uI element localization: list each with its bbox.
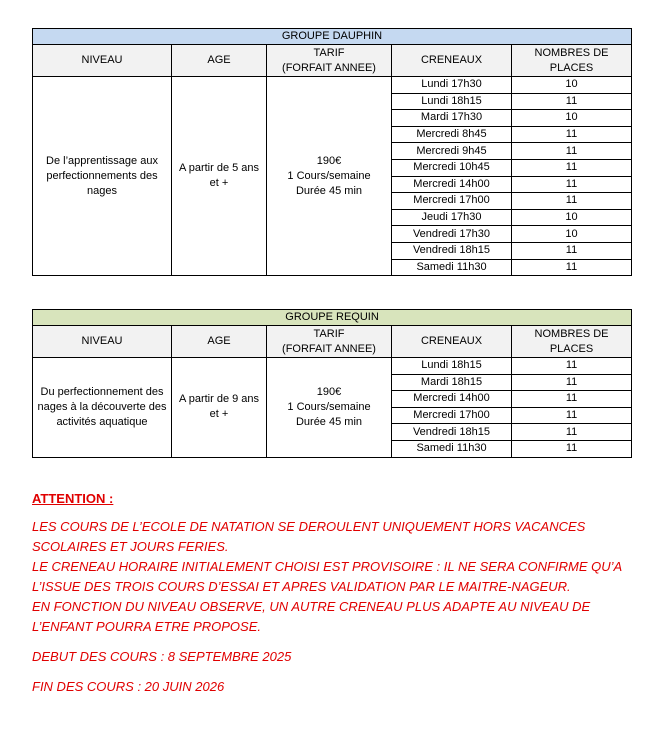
note-level-change: EN FONCTION DU NIVEAU OBSERVE, UN AUTRE CRENEAU PLUS ADAPTE AU NIVEAU DE L’ENFANT POURRA ETRE PROPOSE. (32, 599, 591, 634)
age-cell: A partir de 9 ans et + (172, 358, 267, 458)
creneau-cell: Vendredi 18h15 (392, 242, 512, 259)
creneau-cell: Mardi 17h30 (392, 110, 512, 127)
creneau-cell: Mercredi 8h45 (392, 126, 512, 143)
header-places: NOMBRES DE PLACES (512, 326, 632, 358)
creneau-cell: Vendredi 18h15 (392, 424, 512, 441)
group-table-dauphin (32, 28, 632, 276)
column-header-row (33, 45, 632, 77)
places-cell: 10 (512, 110, 632, 127)
header-age: AGE (172, 45, 267, 77)
places-cell: 11 (512, 93, 632, 110)
column-header-row (33, 326, 632, 358)
creneau-cell: Lundi 18h15 (392, 358, 512, 375)
creneau-cell: Mercredi 17h00 (392, 407, 512, 424)
creneau-cell: Mercredi 9h45 (392, 143, 512, 160)
creneau-cell: Lundi 17h30 (392, 77, 512, 94)
header-niveau: NIVEAU (33, 45, 172, 77)
header-age: AGE (172, 326, 267, 358)
places-cell: 10 (512, 77, 632, 94)
places-cell: 11 (512, 407, 632, 424)
slot-row (33, 77, 632, 94)
group-table-requin (32, 309, 632, 458)
group-name: GROUPE REQUIN (33, 310, 632, 326)
slot-row (33, 358, 632, 375)
tarif-cell: 190€ 1 Cours/semaine Durée 45 min (267, 358, 392, 458)
places-cell: 11 (512, 126, 632, 143)
places-cell: 11 (512, 424, 632, 441)
places-cell: 11 (512, 176, 632, 193)
age-cell: A partir de 5 ans et + (172, 77, 267, 276)
places-cell: 11 (512, 259, 632, 276)
places-cell: 11 (512, 374, 632, 391)
places-cell: 11 (512, 391, 632, 408)
places-cell: 11 (512, 242, 632, 259)
attention-heading: ATTENTION : (32, 491, 114, 506)
group-table-body (33, 310, 632, 458)
note-provisional-slot: LE CRENEAU HORAIRE INITIALEMENT CHOISI EST PROVISOIRE : IL NE SERA CONFIRME QU’A L’ISSUE DES TROIS COURS D’ESSAI ET APRES VALIDATION PAR LE MAITRE-NAGEUR. (32, 559, 622, 594)
niveau-cell: Du perfectionnement des nages à la découverte des activités aquatique (33, 358, 172, 458)
header-tarif: TARIF (FORFAIT ANNEE) (267, 45, 392, 77)
note-holidays: LES COURS DE L’ECOLE DE NATATION SE DEROULENT UNIQUEMENT HORS VACANCES SCOLAIRES ET JOURS FERIES. (32, 519, 586, 554)
course-end-date: FIN DES COURS : 20 JUIN 2026 (32, 679, 225, 694)
creneau-cell: Mercredi 10h45 (392, 159, 512, 176)
niveau-cell: De l’apprentissage aux perfectionnements des nages (33, 77, 172, 276)
header-creneaux: CRENEAUX (392, 326, 512, 358)
creneau-cell: Lundi 18h15 (392, 93, 512, 110)
group-banner-row (33, 29, 632, 45)
places-cell: 11 (512, 143, 632, 160)
creneau-cell: Samedi 11h30 (392, 259, 512, 276)
creneau-cell: Mercredi 17h00 (392, 193, 512, 210)
header-niveau: NIVEAU (33, 326, 172, 358)
places-cell: 11 (512, 193, 632, 210)
tarif-cell: 190€ 1 Cours/semaine Durée 45 min (267, 77, 392, 276)
header-tarif: TARIF (FORFAIT ANNEE) (267, 326, 392, 358)
creneau-cell: Vendredi 17h30 (392, 226, 512, 243)
group-name: GROUPE DAUPHIN (33, 29, 632, 45)
creneau-cell: Jeudi 17h30 (392, 209, 512, 226)
header-creneaux: CRENEAUX (392, 45, 512, 77)
places-cell: 10 (512, 209, 632, 226)
creneau-cell: Mardi 18h15 (392, 374, 512, 391)
header-places: NOMBRES DE PLACES (512, 45, 632, 77)
creneau-cell: Samedi 11h30 (392, 440, 512, 457)
places-cell: 11 (512, 358, 632, 375)
group-banner-row (33, 310, 632, 326)
creneau-cell: Mercredi 14h00 (392, 391, 512, 408)
group-table-body (33, 29, 632, 276)
places-cell: 10 (512, 226, 632, 243)
notes-block (32, 489, 632, 697)
places-cell: 11 (512, 440, 632, 457)
course-start-date: DEBUT DES COURS : 8 SEPTEMBRE 2025 (32, 649, 292, 664)
creneau-cell: Mercredi 14h00 (392, 176, 512, 193)
places-cell: 11 (512, 159, 632, 176)
